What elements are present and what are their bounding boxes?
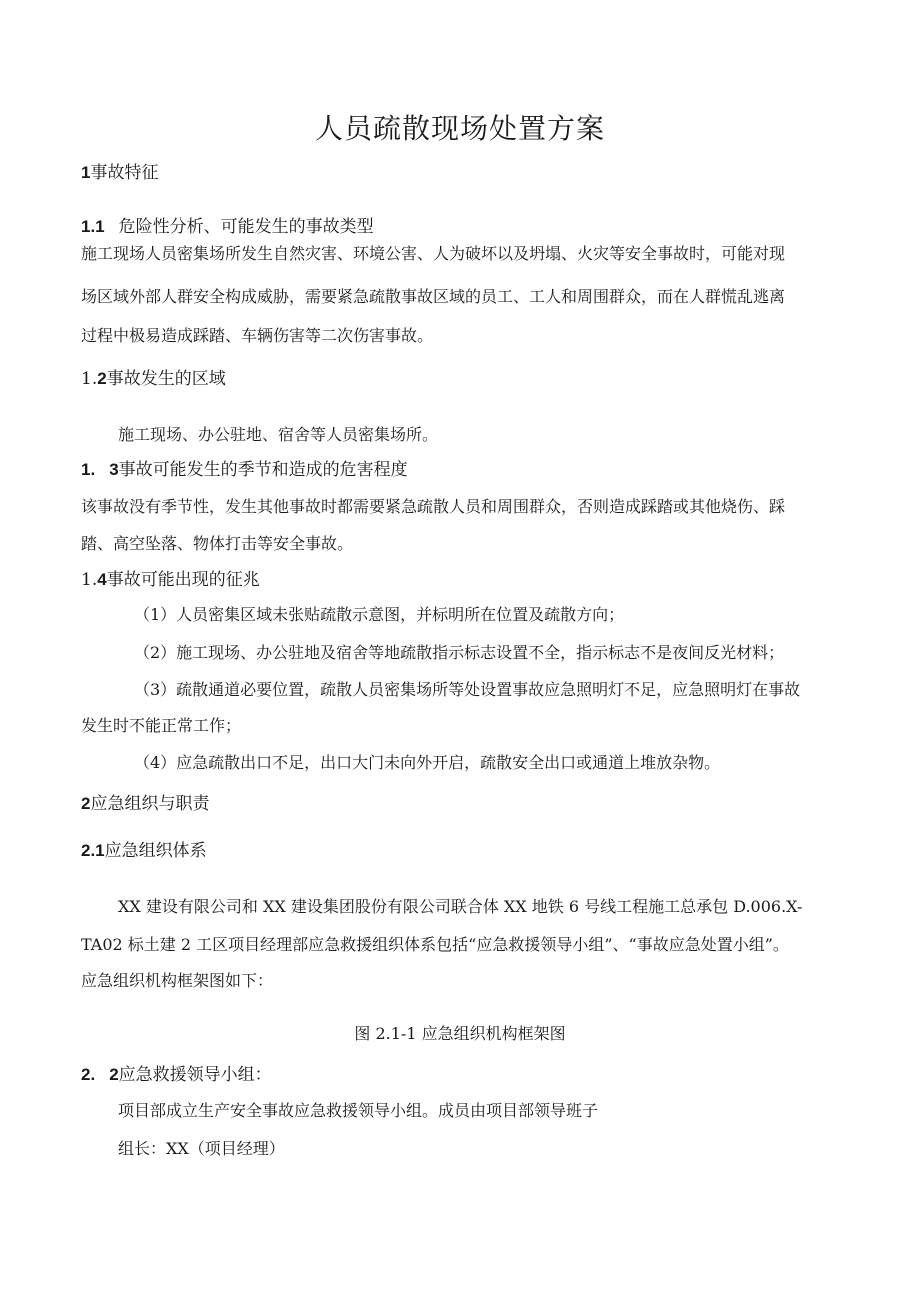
list-item: （4）应急疏散出口不足，出口大门未向外开启，疏散安全出口或通道上堆放杂物。 <box>134 753 721 772</box>
paragraph-line: 踏、高空坠落、物体打击等安全事故。 <box>81 534 354 553</box>
list-item-continuation: 发生时不能正常工作； <box>81 716 242 735</box>
section-number-prefix: 1. <box>81 460 96 479</box>
section-number: 2.1 <box>81 841 105 860</box>
section-title: 事故发生的区域 <box>106 369 226 389</box>
section-number-prefix: 2. <box>81 1065 96 1084</box>
section-1-3-heading <box>81 460 408 480</box>
paragraph-line: 场区域外部人群安全构成威胁，需要紧急疏散事故区域的员工、工人和周围群众，而在人群慌乱逃离 <box>81 287 786 306</box>
section-1-heading <box>81 163 158 183</box>
section-number: 1.1 <box>81 217 105 236</box>
section-title: 应急组织体系 <box>104 841 207 861</box>
section-2-heading <box>81 794 209 814</box>
section-number: 2 <box>109 1065 119 1084</box>
paragraph-line: 项目部成立生产安全事故应急救援领导小组。成员由项目部领导班子 <box>118 1101 599 1120</box>
section-2-2-heading <box>81 1065 272 1085</box>
list-item: （3）疏散通道必要位置，疏散人员密集场所等处设置事故应急照明灯不足，应急照明灯在事故 <box>134 680 801 699</box>
list-item: （1）人员密集区域未张贴疏散示意图，并标明所在位置及疏散方向； <box>134 605 625 624</box>
section-number: 2 <box>97 369 107 388</box>
section-title: 事故特征 <box>90 163 159 183</box>
list-item: （2）施工现场、办公驻地及宿舍等地疏散指示标志设置不全，指示标志不是夜间反光材料； <box>134 643 785 662</box>
document-title: 人员疏散现场处置方案 <box>314 112 605 145</box>
section-1-2-heading <box>81 369 226 389</box>
section-number: 3 <box>109 460 119 479</box>
paragraph-line: 施工现场、办公驻地、宿舍等人员密集场所。 <box>118 425 439 444</box>
section-2-1-heading <box>81 841 207 861</box>
section-1-1-heading <box>81 217 374 237</box>
paragraph-line: 组长：XX（项目经理） <box>118 1139 285 1158</box>
figure-caption: 图 2.1-1 应急组织机构框架图 <box>354 1024 566 1043</box>
section-number: 2 <box>81 794 91 813</box>
section-title: 应急组织与职责 <box>90 794 210 814</box>
section-title: 应急救援领导小组： <box>118 1065 272 1085</box>
paragraph-line: 应急组织机构框架图如下： <box>81 971 274 990</box>
section-number: 1 <box>81 163 91 182</box>
paragraph-line: 施工现场人员密集场所发生自然灾害、环境公害、人为破坏以及坍塌、火灾等安全事故时，可能对现 <box>81 244 786 263</box>
section-1-4-heading <box>81 570 260 590</box>
section-title: 事故可能出现的征兆 <box>106 570 260 590</box>
section-title: 事故可能发生的季节和造成的危害程度 <box>118 460 408 480</box>
paragraph-line: TA02 标土建 2 工区项目经理部应急救援组织体系包括“应急救援领导小组”、“事故应急处置小组”。 <box>81 935 789 954</box>
section-number-prefix: 1. <box>81 369 98 389</box>
section-number-prefix: 1. <box>81 570 98 590</box>
paragraph-line: 过程中极易造成踩踏、车辆伤害等二次伤害事故。 <box>81 326 434 345</box>
section-number: 4 <box>97 570 107 589</box>
paragraph-line: 该事故没有季节性，发生其他事故时都需要紧急疏散人员和周围群众，否则造成踩踏或其他烧伤、踩 <box>81 497 786 516</box>
section-title: 危险性分析、可能发生的事故类型 <box>118 217 374 237</box>
paragraph-line: XX 建设有限公司和 XX 建设集团股份有限公司联合体 XX 地铁 6 号线工程施工总承包 D.006.X- <box>118 897 803 916</box>
